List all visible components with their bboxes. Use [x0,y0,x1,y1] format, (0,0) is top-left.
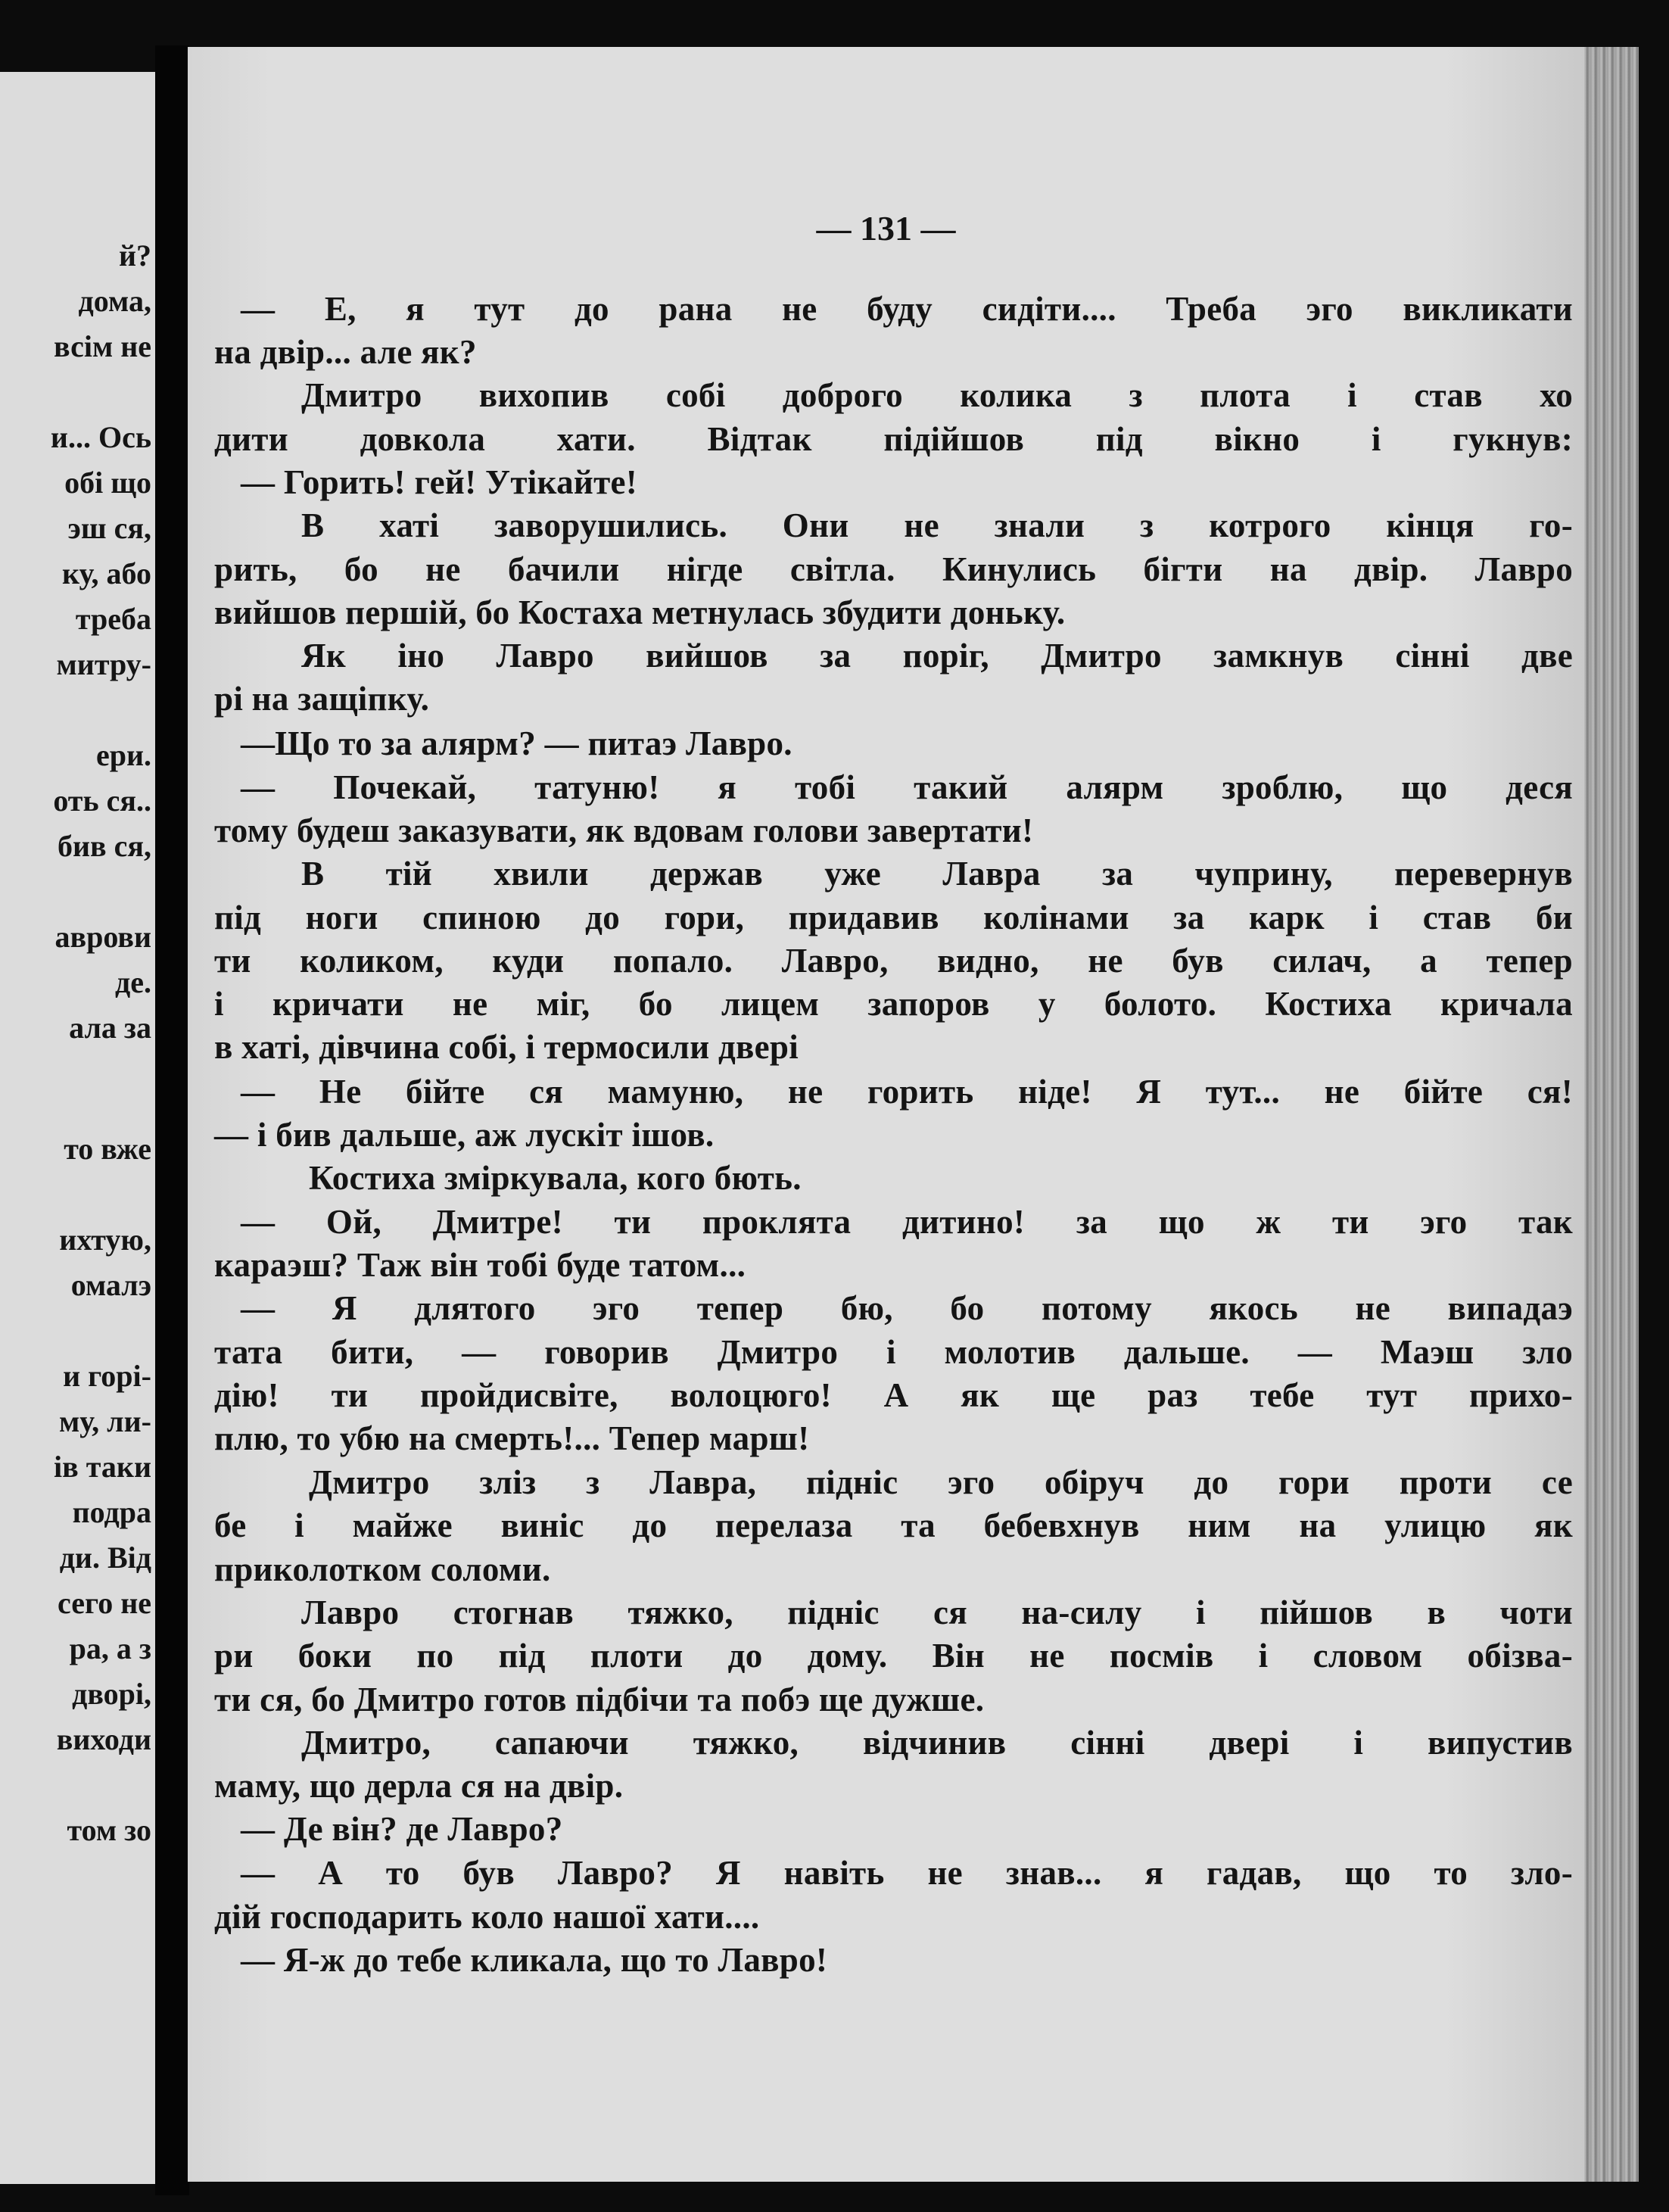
text-line: — Де він? де Лавро? [241,1810,563,1848]
text-line: під ноги спиною до гори, придавив колінами за карк і став би [214,899,1573,936]
left-page-line: том зо [67,1813,151,1847]
text-line: ти коликом, куди попало. Лавро, видно, не був силач, а тепер [214,942,1573,980]
text-line: Костиха зміркувала, кого бють. [309,1159,802,1197]
text-line: Дмитро, сапаючи тяжко, відчинив сінні двері і випустив [301,1724,1573,1762]
left-page-line: аврови [54,920,151,954]
text-line: —Що то за алярм? — питаэ Лавро. [241,724,792,762]
text-line: — А то був Лавро? Я навіть не знав... я гадав, що то зло- [241,1854,1573,1892]
left-page-line: ра, а з [69,1631,151,1665]
text-line: ти ся, бо Дмитро готов підбічи та побэ ще дужше. [214,1681,985,1718]
text-line: — Почекай, татуню! я тобі такий алярм зроблю, що деся [241,768,1573,806]
left-page-line: дома, [78,284,151,318]
left-page-line: ди. Від [59,1541,151,1575]
text-line: вийшов першій, бо Костаха метнулась збудити доньку. [214,594,1066,631]
text-line: Дмитро зліз з Лавра, підніс эго обіруч до гори проти се [309,1463,1573,1501]
left-page-line: ихтую, [59,1223,151,1257]
left-page-line: то вже [64,1132,151,1166]
left-page-line: му, ли- [58,1404,151,1438]
text-line: — Не бійте ся мамуню, не горить ніде! Я тут... не бійте ся! [241,1073,1573,1111]
text-line: приколотком соломи. [214,1550,551,1588]
left-page-line: виходи [56,1722,151,1756]
text-line: ри боки по під плоти до дому. Він не посмів і словом обізва- [214,1637,1573,1675]
text-line: — Я длятого эго тепер бю, бо потому якось не випадаэ [241,1289,1573,1327]
left-page-line: сего не [58,1586,151,1620]
text-line: — Ой, Дмитре! ти проклята дитино! за що ж ти эго так [241,1203,1573,1241]
text-line: Як іно Лавро вийшов за поріг, Дмитро замкнув сінні две [301,637,1573,675]
left-page-line: ери. [95,738,151,772]
left-page-line: и горі- [63,1359,151,1393]
text-line: на двір... але як? [214,333,477,371]
text-line: — Я-ж до тебе кликала, що то Лавро! [241,1941,828,1979]
left-page-line: всім не [53,329,151,363]
left-page-line: омалэ [70,1268,151,1302]
text-line: В тій хвили держав уже Лавра за чуприну, перевернув [301,855,1573,893]
left-page-line: ала за [69,1011,151,1045]
left-page-line: бив ся, [57,829,151,863]
text-line: дію! ти пройдисвіте, волоцюго! А як ще раз тебе тут прихо- [214,1376,1573,1414]
left-page-line: оть ся.. [53,784,151,818]
text-line: караэш? Таж він тобі буде татом... [214,1246,746,1284]
left-page-line: подра [72,1495,151,1529]
right-page [188,47,1584,2182]
text-line: бе і майже виніс до перелаза та бебевхнув ним на улицю як [214,1506,1573,1544]
text-line: в хаті, дівчина собі, і термосили двері [214,1028,799,1066]
text-line: тата бити, — говорив Дмитро і молотив дальше. — Маэш зло [214,1333,1573,1371]
left-page-line: дворі, [72,1677,151,1711]
page-number: — 131 — [816,209,956,248]
left-page-line: ів таки [54,1450,151,1484]
text-line: — Е, я тут до рана не буду сидіти.... Треба эго викликати [241,290,1573,328]
text-line: Дмитро вихопив собі доброго колика з плота і став хо [301,376,1573,414]
text-line: рить, бо не бачили нігде світла. Кинулись бігти на двір. Лавро [214,550,1573,588]
left-page-line: ку, або [62,556,151,590]
text-line: дити довкола хати. Відтак підійшов під вікно і гукнув: [214,420,1573,458]
text-line: тому будеш заказувати, як вдовам голови завертати! [214,812,1034,849]
left-page-line: й? [118,238,151,273]
left-page-fragment [0,72,155,2184]
left-page-line: обі що [64,466,151,500]
text-line: рі на защіпку. [214,680,430,718]
text-line: маму, що дерла ся на двір. [214,1767,624,1805]
text-line: Лавро стогнав тяжко, підніс ся на-силу і пійшов в чоти [301,1594,1573,1631]
left-page-line: эш ся, [67,511,151,545]
book-binding [155,45,189,2195]
text-line: — і бив дальше, аж лускіт ішов. [214,1116,715,1154]
text-line: — Горить! гей! Утікайте! [241,463,638,501]
text-line: плю, то убю на смерть!... Тепер марш! [214,1419,810,1457]
left-page-line: де. [115,965,151,999]
left-page-line: треба [75,602,151,636]
left-page-line: и... Ось [50,420,151,454]
text-line: В хаті заворушились. Они не знали з котрого кінця го- [301,506,1573,544]
left-page-line: митру- [56,647,151,681]
text-line: і кричати не міг, бо лицем запоров у болото. Костиха кричала [214,985,1573,1023]
text-line: дій господарить коло нашої хати.... [214,1898,760,1936]
